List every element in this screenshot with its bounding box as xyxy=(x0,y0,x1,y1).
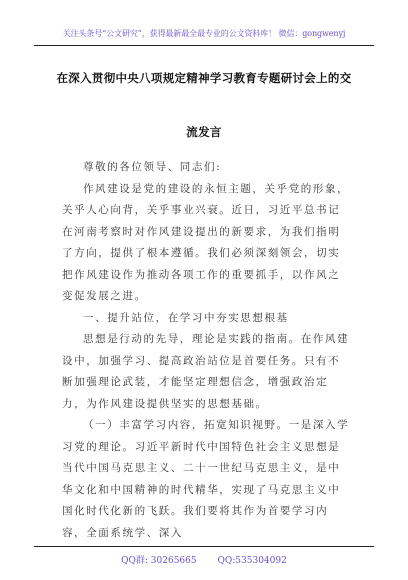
footer-contact xyxy=(34,553,374,566)
document-body xyxy=(62,157,350,544)
document-title-line2: 流发言 xyxy=(186,125,222,139)
footer-divider xyxy=(34,546,374,547)
paragraph-3: （一）丰富学习内容，拓宽知识视野。一是深入学习党的理论。习近平新时代中国特色社会主义思想是当代中国马克思主义、二十一世纪马克思主义，是中华文化和中国精神的时代精华，实现了马克思主义中国化时代化新的飞跃。我们要将其作为首要学习内容，全面系统学、深入 xyxy=(62,419,350,539)
footer-qq: QQ:535304092 xyxy=(217,556,287,566)
header-promo-text: 关注头条号“公文研究”，获得最新最全最专业的公文资料库！ 微信：gongwenyj xyxy=(62,29,346,38)
header-divider xyxy=(34,45,374,46)
salutation: 尊敬的各位领导、同志们: xyxy=(83,161,222,173)
document-title-line1: 在深入贯彻中央八项规定精神学习教育专题研讨会上的交 xyxy=(56,71,352,85)
paragraph-1: 作风建设是党的建设的永恒主题，关乎党的形象，关乎人心向背，关乎事业兴衰。近日，习近平总书记在河南考察时对作风建设提出的新要求，为我们指明了方向，提供了根本遵循。我们必须深刻领会，切实把作风建设作为推动各项工作的重要抓手，以作风之变促发展之进。 xyxy=(62,182,350,302)
section-heading-1: 一、提升站位，在学习中夯实思想根基 xyxy=(83,311,289,324)
footer-qq-group: QQ群: 30265665 xyxy=(121,556,197,566)
paragraph-2: 思想是行动的先导，理论是实践的指南。在作风建设中，加强学习、提高政治站位是首要任务。只有不断加强理论武装，才能坚定理想信念，增强政治定力，为作风建设提供坚实的思想基础。 xyxy=(62,333,350,410)
